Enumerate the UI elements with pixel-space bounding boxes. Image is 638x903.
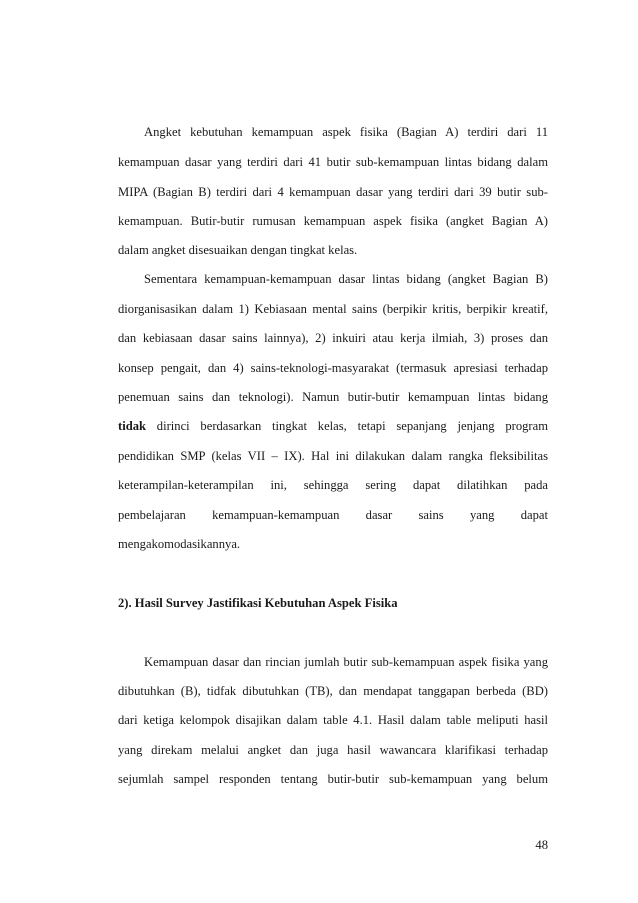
paragraph2-line4: konsep pengait, dan 4) sains-teknologi-masyarakat (termasuk apresiasi terhadap xyxy=(118,361,548,375)
paragraph2-line6-rest: dirinci berdasarkan tingkat kelas, tetapi sepanjang jenjang program xyxy=(156,419,548,433)
paragraph2-line1: Sementara kemampuan-kemampuan dasar lintas bidang (angket Bagian B) xyxy=(144,272,548,286)
page-number: 48 xyxy=(535,838,548,852)
paragraph2-line9: pembelajaran kemampuan-kemampuan dasar sains yang dapat xyxy=(118,508,548,522)
paragraph2-line2: diorganisasikan dalam 1) Kebiasaan mental sains (berpikir kritis, berpikir kreatif, xyxy=(118,302,548,316)
paragraph2-line6 xyxy=(118,418,548,434)
paragraph1-line1: Angket kebutuhan kemampuan aspek fisika (Bagian A) terdiri dari 11 xyxy=(144,125,548,139)
paragraph1-line3: MIPA (Bagian B) terdiri dari 4 kemampuan dasar yang terdiri dari 39 butir sub- xyxy=(118,185,548,199)
paragraph1-line4: kemampuan. Butir-butir rumusan kemampuan aspek fisika (angket Bagian A) xyxy=(118,214,548,228)
paragraph3-line1: Kemampuan dasar dan rincian jumlah butir sub-kemampuan aspek fisika yang xyxy=(144,655,548,669)
paragraph2-line8: keterampilan-keterampilan ini, sehingga sering dapat dilatihkan pada xyxy=(118,478,548,492)
paragraph1-line5: dalam angket disesuaikan dengan tingkat kelas. xyxy=(118,243,358,257)
section-heading: 2). Hasil Survey Jastifikasi Kebutuhan Aspek Fisika xyxy=(118,596,398,610)
paragraph2-line10: mengakomodasikannya. xyxy=(118,537,241,551)
paragraph3-line4: yang direkam melalui angket dan juga hasil wawancara klarifikasi terhadap xyxy=(118,743,548,757)
paragraph3-line3: dari ketiga kelompok disajikan dalam table 4.1. Hasil dalam table meliputi hasil xyxy=(118,713,548,727)
emphasis-word: tidak xyxy=(118,419,146,433)
paragraph1-line2: kemampuan dasar yang terdiri dari 41 butir sub-kemampuan lintas bidang dalam xyxy=(118,155,548,169)
paragraph2-line5: penemuan sains dan teknologi). Namun butir-butir kemampuan lintas bidang xyxy=(118,390,548,404)
paragraph3-line2: dibutuhkan (B), tidfak dibutuhkan (TB), dan mendapat tanggapan berbeda (BD) xyxy=(118,684,548,698)
paragraph2-line7: pendidikan SMP (kelas VII – IX). Hal ini dilakukan dalam rangka fleksibilitas xyxy=(118,449,548,463)
paragraph2-line3: dan kebiasaan dasar sains lainnya), 2) inkuiri atau kerja ilmiah, 3) proses dan xyxy=(118,331,548,345)
paragraph3-line5: sejumlah sampel responden tentang butir-butir sub-kemampuan yang belum xyxy=(118,772,548,786)
